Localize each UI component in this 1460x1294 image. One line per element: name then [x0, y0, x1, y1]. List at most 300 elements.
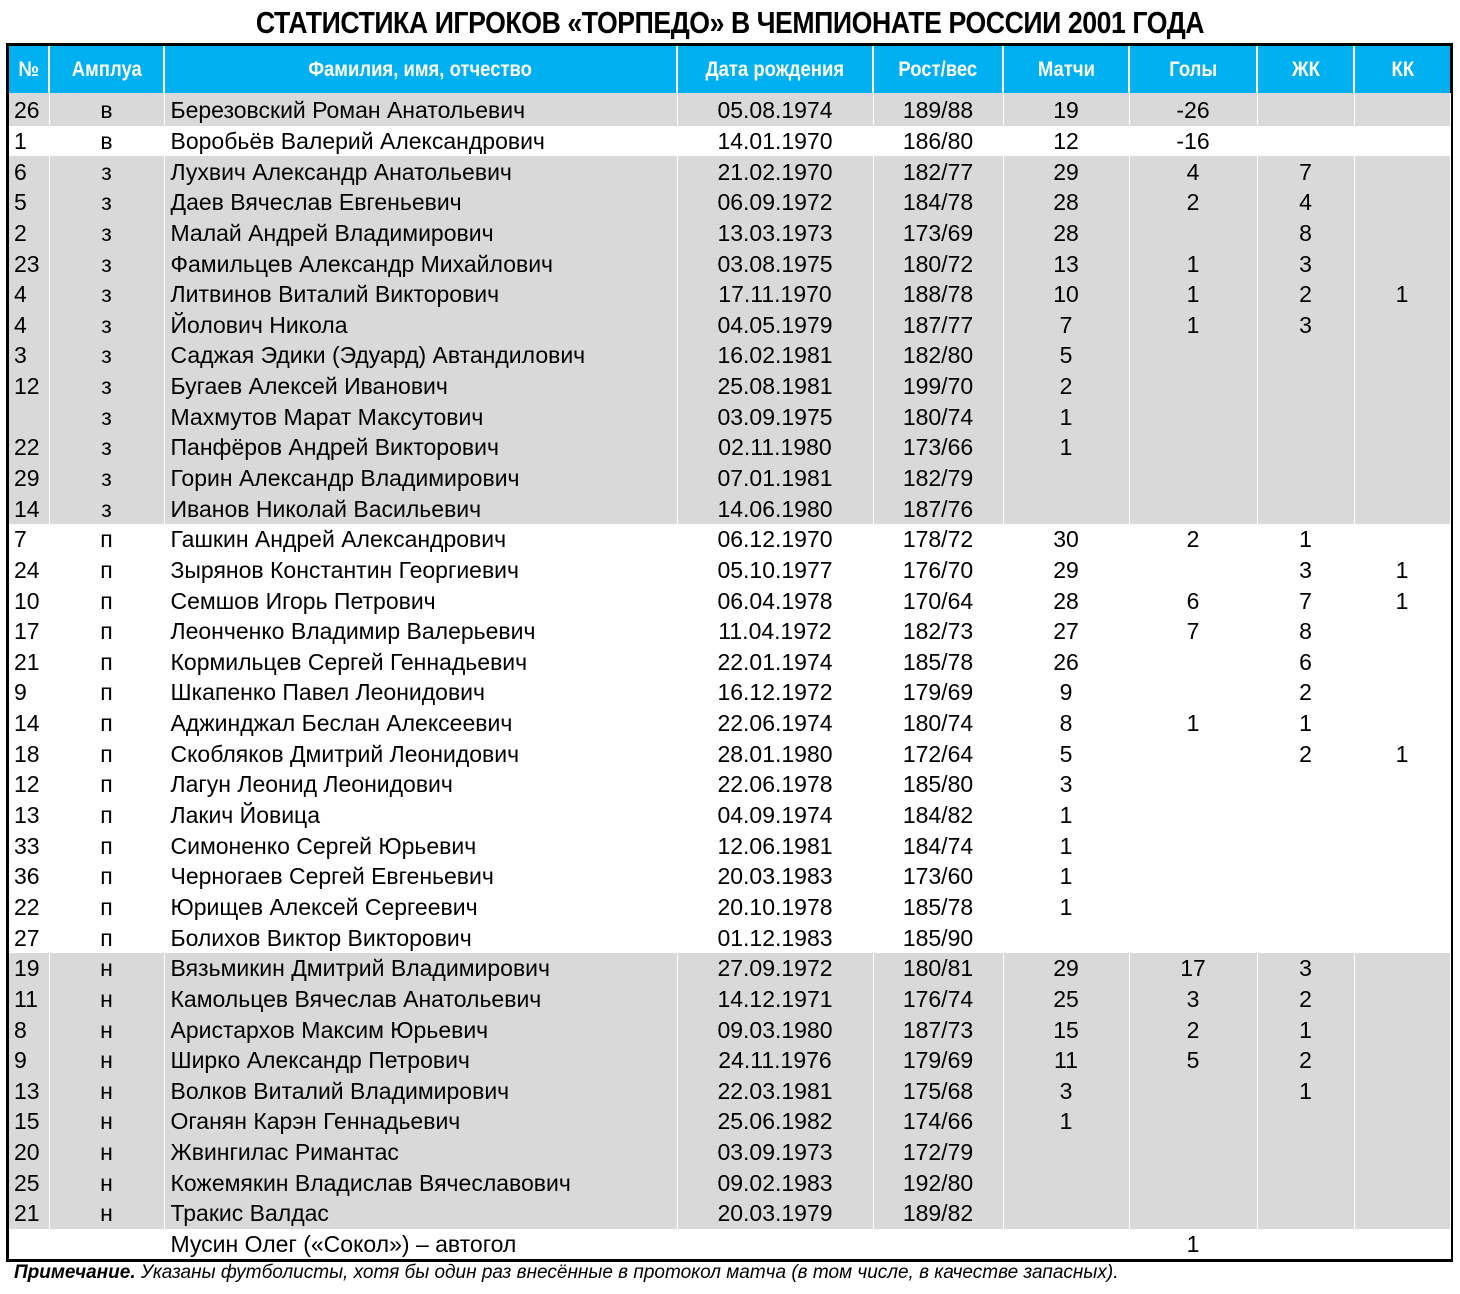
cell-number: 2: [9, 218, 49, 249]
cell-matches: 19: [1003, 93, 1129, 126]
cell-position: н: [49, 1076, 164, 1107]
cell-number: 7: [9, 524, 49, 555]
cell-height-weight: 182/73: [873, 616, 1003, 647]
cell-goals: 1: [1129, 248, 1257, 279]
cell-goals: [1129, 861, 1257, 892]
cell-matches: 30: [1003, 524, 1129, 555]
table-row: [9, 555, 1450, 586]
cell-height-weight: 185/90: [873, 922, 1003, 953]
cell-height-weight: 182/79: [873, 463, 1003, 494]
cell-position: п: [49, 708, 164, 739]
cell-height-weight: 187/73: [873, 1014, 1003, 1045]
cell-height-weight: 185/80: [873, 769, 1003, 800]
cell-birthdate: 11.04.1972: [677, 616, 873, 647]
cell-red-cards: [1354, 861, 1450, 892]
cell-red-cards: [1354, 677, 1450, 708]
cell-yellow-cards: [1257, 1106, 1354, 1137]
column-header-label: №: [18, 57, 39, 81]
table-row: [9, 616, 1450, 647]
cell-name: Волков Виталий Владимирович: [164, 1076, 677, 1107]
cell-yellow-cards: [1257, 493, 1354, 524]
cell-birthdate: 01.12.1983: [677, 922, 873, 953]
cell-position: з: [49, 218, 164, 249]
table-row: [9, 647, 1450, 678]
cell-name: Фамильцев Александр Михайлович: [164, 248, 677, 279]
cell-red-cards: 1: [1354, 279, 1450, 310]
cell-goals: [1129, 800, 1257, 831]
cell-matches: [1003, 1198, 1129, 1229]
cell-yellow-cards: 4: [1257, 187, 1354, 218]
cell-height-weight: 199/70: [873, 371, 1003, 402]
table-row: [9, 1137, 1450, 1168]
table-row: [9, 93, 1450, 126]
cell-yellow-cards: [1257, 800, 1354, 831]
cell-matches: 28: [1003, 187, 1129, 218]
cell-name: Малай Андрей Владимирович: [164, 218, 677, 249]
column-header-position: [49, 46, 164, 93]
cell-yellow-cards: 3: [1257, 555, 1354, 586]
cell-number: 20: [9, 1137, 49, 1168]
cell-number: 12: [9, 769, 49, 800]
cell-position: з: [49, 279, 164, 310]
page-title: СТАТИСТИКА ИГРОКОВ «ТОРПЕДО» В ЧЕМПИОНАТЕ РОССИИ 2001 ГОДА: [255, 5, 1205, 40]
cell-number: 14: [9, 493, 49, 524]
table-row: [9, 279, 1450, 310]
cell-name: Жвингилас Римантас: [164, 1137, 677, 1168]
cell-matches: 7: [1003, 309, 1129, 340]
cell-position: н: [49, 1198, 164, 1229]
cell-position: п: [49, 585, 164, 616]
cell-height-weight: 175/68: [873, 1076, 1003, 1107]
cell-matches: 1: [1003, 861, 1129, 892]
table-row: [9, 463, 1450, 494]
cell-number: 21: [9, 1198, 49, 1229]
cell-number: 27: [9, 922, 49, 953]
column-header-label: Матчи: [1037, 57, 1095, 81]
cell-birthdate: 06.12.1970: [677, 524, 873, 555]
player-stats-table: [9, 46, 1451, 1259]
cell-red-cards: [1354, 401, 1450, 432]
cell-goals: 2: [1129, 524, 1257, 555]
cell-goals: [1129, 1167, 1257, 1198]
cell-birthdate: 28.01.1980: [677, 738, 873, 769]
column-header-height-weight: [873, 46, 1003, 93]
cell-matches: 1: [1003, 800, 1129, 831]
cell-red-cards: [1354, 1198, 1450, 1229]
cell-height-weight: 186/80: [873, 126, 1003, 157]
cell-name: Лакич Йовица: [164, 800, 677, 831]
table-row: [9, 218, 1450, 249]
cell-yellow-cards: [1257, 861, 1354, 892]
cell-goals: [1129, 371, 1257, 402]
cell-matches: 12: [1003, 126, 1129, 157]
cell-height-weight: 189/88: [873, 93, 1003, 126]
cell-position: з: [49, 340, 164, 371]
cell-goals: 4: [1129, 156, 1257, 187]
cell-position: н: [49, 1106, 164, 1137]
column-header-label: ЖК: [1291, 57, 1320, 81]
cell-birthdate: 14.12.1971: [677, 984, 873, 1015]
cell-birthdate: 04.09.1974: [677, 800, 873, 831]
cell-matches: 9: [1003, 677, 1129, 708]
column-header-label: КК: [1391, 57, 1414, 81]
cell-matches: [1003, 463, 1129, 494]
cell-number: 10: [9, 585, 49, 616]
cell-birthdate: 17.11.1970: [677, 279, 873, 310]
table-row: [9, 371, 1450, 402]
cell-matches: 5: [1003, 340, 1129, 371]
table-row: [9, 708, 1450, 739]
cell-goals: 5: [1129, 1045, 1257, 1076]
cell-goals: 2: [1129, 1014, 1257, 1045]
table-row: [9, 126, 1450, 157]
cell-name: Зырянов Константин Георгиевич: [164, 555, 677, 586]
cell-number: 25: [9, 1167, 49, 1198]
cell-matches: 3: [1003, 1076, 1129, 1107]
cell-goals: [1129, 340, 1257, 371]
cell-matches: 1: [1003, 432, 1129, 463]
table-row: [9, 1014, 1450, 1045]
cell-red-cards: [1354, 248, 1450, 279]
cell-name: Вязьмикин Дмитрий Владимирович: [164, 953, 677, 984]
cell-goals: [1129, 892, 1257, 923]
cell-yellow-cards: 8: [1257, 616, 1354, 647]
cell-position: з: [49, 371, 164, 402]
table-row: [9, 1198, 1450, 1229]
cell-name: Тракис Валдас: [164, 1198, 677, 1229]
table-header-row: [9, 46, 1450, 93]
cell-number: 11: [9, 984, 49, 1015]
cell-red-cards: [1354, 187, 1450, 218]
column-header-label: Дата рождения: [705, 57, 845, 81]
cell-red-cards: [1354, 922, 1450, 953]
cell-number: 5: [9, 187, 49, 218]
cell-matches: [1003, 1229, 1129, 1260]
cell-position: н: [49, 984, 164, 1015]
cell-yellow-cards: 1: [1257, 524, 1354, 555]
cell-name: Березовский Роман Анатольевич: [164, 93, 677, 126]
cell-birthdate: 22.03.1981: [677, 1076, 873, 1107]
cell-position: з: [49, 248, 164, 279]
column-header-red-cards: [1354, 46, 1450, 93]
cell-height-weight: 176/70: [873, 555, 1003, 586]
cell-height-weight: 173/69: [873, 218, 1003, 249]
cell-position: н: [49, 1045, 164, 1076]
cell-yellow-cards: [1257, 830, 1354, 861]
cell-goals: 1: [1129, 1229, 1257, 1260]
cell-red-cards: [1354, 1076, 1450, 1107]
cell-number: 17: [9, 616, 49, 647]
cell-goals: [1129, 1076, 1257, 1107]
cell-matches: 10: [1003, 279, 1129, 310]
cell-goals: [1129, 218, 1257, 249]
cell-height-weight: 192/80: [873, 1167, 1003, 1198]
cell-birthdate: 03.09.1973: [677, 1137, 873, 1168]
cell-number: 22: [9, 432, 49, 463]
cell-matches: 1: [1003, 1106, 1129, 1137]
cell-goals: [1129, 463, 1257, 494]
cell-number: 36: [9, 861, 49, 892]
cell-name: Леонченко Владимир Валерьевич: [164, 616, 677, 647]
cell-goals: [1129, 401, 1257, 432]
cell-height-weight: 187/77: [873, 309, 1003, 340]
cell-birthdate: 25.06.1982: [677, 1106, 873, 1137]
table-body: [9, 93, 1450, 1259]
table-row: [9, 984, 1450, 1015]
cell-yellow-cards: 2: [1257, 1045, 1354, 1076]
cell-matches: 1: [1003, 892, 1129, 923]
cell-height-weight: 188/78: [873, 279, 1003, 310]
cell-position: з: [49, 432, 164, 463]
cell-number: 9: [9, 1045, 49, 1076]
cell-position: н: [49, 1167, 164, 1198]
cell-height-weight: 180/81: [873, 953, 1003, 984]
cell-red-cards: [1354, 1014, 1450, 1045]
cell-matches: 2: [1003, 371, 1129, 402]
cell-goals: [1129, 738, 1257, 769]
cell-name: Панфёров Андрей Викторович: [164, 432, 677, 463]
cell-yellow-cards: 1: [1257, 1014, 1354, 1045]
cell-red-cards: [1354, 830, 1450, 861]
table-row: [9, 953, 1450, 984]
table-row: [9, 156, 1450, 187]
cell-number: 4: [9, 279, 49, 310]
cell-position: з: [49, 156, 164, 187]
cell-height-weight: 187/76: [873, 493, 1003, 524]
cell-yellow-cards: 3: [1257, 953, 1354, 984]
cell-yellow-cards: [1257, 401, 1354, 432]
cell-height-weight: 185/78: [873, 892, 1003, 923]
footnote-text: Указаны футболисты, хотя бы один раз внесённые в протокол матча (в том числе, в качестве запасных).: [135, 1262, 1119, 1283]
cell-birthdate: 24.11.1976: [677, 1045, 873, 1076]
cell-name: Саджая Эдики (Эдуард) Автандилович: [164, 340, 677, 371]
cell-red-cards: 1: [1354, 585, 1450, 616]
cell-goals: 2: [1129, 187, 1257, 218]
cell-birthdate: 20.03.1979: [677, 1198, 873, 1229]
cell-red-cards: [1354, 1106, 1450, 1137]
table-row: [9, 922, 1450, 953]
cell-matches: 11: [1003, 1045, 1129, 1076]
cell-name: Даев Вячеслав Евгеньевич: [164, 187, 677, 218]
cell-red-cards: [1354, 524, 1450, 555]
cell-yellow-cards: 7: [1257, 156, 1354, 187]
cell-birthdate: 25.08.1981: [677, 371, 873, 402]
cell-red-cards: [1354, 309, 1450, 340]
cell-matches: 1: [1003, 830, 1129, 861]
cell-position: п: [49, 800, 164, 831]
cell-goals: [1129, 830, 1257, 861]
cell-name: Лухвич Александр Анатольевич: [164, 156, 677, 187]
cell-number: 19: [9, 953, 49, 984]
cell-birthdate: 20.10.1978: [677, 892, 873, 923]
stats-table-frame: [6, 43, 1453, 1262]
cell-number: 24: [9, 555, 49, 586]
cell-red-cards: [1354, 1167, 1450, 1198]
cell-red-cards: [1354, 1045, 1450, 1076]
cell-name: Аристархов Максим Юрьевич: [164, 1014, 677, 1045]
cell-number: 3: [9, 340, 49, 371]
cell-name: Лагун Леонид Леонидович: [164, 769, 677, 800]
cell-height-weight: 180/74: [873, 401, 1003, 432]
cell-birthdate: 27.09.1972: [677, 953, 873, 984]
cell-yellow-cards: 2: [1257, 677, 1354, 708]
table-row: [9, 524, 1450, 555]
cell-red-cards: [1354, 218, 1450, 249]
cell-name: Кожемякин Владислав Вячеславович: [164, 1167, 677, 1198]
cell-red-cards: [1354, 1229, 1450, 1260]
cell-position: в: [49, 93, 164, 126]
cell-height-weight: 189/82: [873, 1198, 1003, 1229]
cell-red-cards: [1354, 371, 1450, 402]
table-row: [9, 1045, 1450, 1076]
cell-height-weight: 180/74: [873, 708, 1003, 739]
table-row: [9, 493, 1450, 524]
footnote: [14, 1262, 1118, 1284]
cell-height-weight: 184/78: [873, 187, 1003, 218]
cell-yellow-cards: 7: [1257, 585, 1354, 616]
cell-name: Семшов Игорь Петрович: [164, 585, 677, 616]
cell-yellow-cards: 3: [1257, 309, 1354, 340]
cell-position: н: [49, 1014, 164, 1045]
cell-number: 13: [9, 800, 49, 831]
cell-position: п: [49, 769, 164, 800]
cell-red-cards: [1354, 156, 1450, 187]
column-header-label: Амплуа: [71, 57, 142, 81]
cell-position: п: [49, 892, 164, 923]
cell-matches: 26: [1003, 647, 1129, 678]
cell-number: 23: [9, 248, 49, 279]
cell-goals: 7: [1129, 616, 1257, 647]
cell-height-weight: 184/82: [873, 800, 1003, 831]
cell-goals: 1: [1129, 309, 1257, 340]
cell-yellow-cards: [1257, 463, 1354, 494]
cell-matches: 13: [1003, 248, 1129, 279]
cell-yellow-cards: 1: [1257, 708, 1354, 739]
cell-name: Болихов Виктор Викторович: [164, 922, 677, 953]
cell-matches: [1003, 1167, 1129, 1198]
cell-yellow-cards: [1257, 371, 1354, 402]
cell-name: Оганян Карэн Геннадьевич: [164, 1106, 677, 1137]
cell-goals: 1: [1129, 279, 1257, 310]
cell-yellow-cards: [1257, 922, 1354, 953]
cell-height-weight: 178/72: [873, 524, 1003, 555]
cell-yellow-cards: [1257, 769, 1354, 800]
cell-red-cards: 1: [1354, 738, 1450, 769]
cell-birthdate: 22.06.1978: [677, 769, 873, 800]
cell-birthdate: 07.01.1981: [677, 463, 873, 494]
cell-name: Симоненко Сергей Юрьевич: [164, 830, 677, 861]
cell-red-cards: [1354, 493, 1450, 524]
cell-goals: [1129, 769, 1257, 800]
cell-number: 26: [9, 93, 49, 126]
cell-position: н: [49, 1137, 164, 1168]
cell-red-cards: [1354, 647, 1450, 678]
cell-height-weight: 172/64: [873, 738, 1003, 769]
cell-goals: [1129, 1106, 1257, 1137]
cell-height-weight: 180/72: [873, 248, 1003, 279]
cell-birthdate: 09.02.1983: [677, 1167, 873, 1198]
table-row: [9, 432, 1450, 463]
cell-birthdate: 22.06.1974: [677, 708, 873, 739]
cell-matches: 3: [1003, 769, 1129, 800]
cell-goals: 3: [1129, 984, 1257, 1015]
cell-number: 18: [9, 738, 49, 769]
cell-yellow-cards: 1: [1257, 1076, 1354, 1107]
cell-name: Шкапенко Павел Леонидович: [164, 677, 677, 708]
cell-matches: 29: [1003, 156, 1129, 187]
cell-yellow-cards: 3: [1257, 248, 1354, 279]
table-row: [9, 401, 1450, 432]
column-header-goals: [1129, 46, 1257, 93]
cell-number: 29: [9, 463, 49, 494]
cell-position: [49, 1229, 164, 1260]
cell-matches: 8: [1003, 708, 1129, 739]
cell-yellow-cards: [1257, 93, 1354, 126]
cell-height-weight: 170/64: [873, 585, 1003, 616]
table-row: [9, 892, 1450, 923]
cell-height-weight: 174/66: [873, 1106, 1003, 1137]
cell-name: Бугаев Алексей Иванович: [164, 371, 677, 402]
cell-name: Юрищев Алексей Сергеевич: [164, 892, 677, 923]
cell-red-cards: 1: [1354, 555, 1450, 586]
cell-position: в: [49, 126, 164, 157]
cell-red-cards: [1354, 432, 1450, 463]
cell-position: з: [49, 187, 164, 218]
table-row: [9, 800, 1450, 831]
cell-yellow-cards: [1257, 432, 1354, 463]
cell-name: Махмутов Марат Максутович: [164, 401, 677, 432]
cell-birthdate: 04.05.1979: [677, 309, 873, 340]
cell-matches: 28: [1003, 218, 1129, 249]
cell-matches: [1003, 1137, 1129, 1168]
cell-matches: [1003, 493, 1129, 524]
table-row: [9, 340, 1450, 371]
cell-goals: [1129, 647, 1257, 678]
table-row: [9, 769, 1450, 800]
cell-number: 33: [9, 830, 49, 861]
cell-birthdate: 14.01.1970: [677, 126, 873, 157]
cell-birthdate: 09.03.1980: [677, 1014, 873, 1045]
column-header-label: Фамилия, имя, отчество: [308, 57, 533, 81]
cell-birthdate: 20.03.1983: [677, 861, 873, 892]
cell-name: Мусин Олег («Сокол») – автогол: [164, 1229, 677, 1260]
cell-position: п: [49, 555, 164, 586]
cell-matches: 27: [1003, 616, 1129, 647]
cell-goals: [1129, 1137, 1257, 1168]
cell-birthdate: 06.04.1978: [677, 585, 873, 616]
cell-red-cards: [1354, 1137, 1450, 1168]
cell-matches: 28: [1003, 585, 1129, 616]
cell-yellow-cards: [1257, 892, 1354, 923]
column-header-label: Голы: [1169, 57, 1217, 81]
cell-yellow-cards: [1257, 340, 1354, 371]
cell-birthdate: 13.03.1973: [677, 218, 873, 249]
cell-position: п: [49, 616, 164, 647]
cell-yellow-cards: [1257, 1198, 1354, 1229]
cell-birthdate: [677, 1229, 873, 1260]
cell-goals: [1129, 555, 1257, 586]
cell-red-cards: [1354, 93, 1450, 126]
cell-matches: 15: [1003, 1014, 1129, 1045]
cell-name: Черногаев Сергей Евгеньевич: [164, 861, 677, 892]
cell-name: Аджинджал Беслан Алексеевич: [164, 708, 677, 739]
cell-yellow-cards: [1257, 126, 1354, 157]
cell-position: з: [49, 401, 164, 432]
cell-name: Воробьёв Валерий Александрович: [164, 126, 677, 157]
cell-name: Иванов Николай Васильевич: [164, 493, 677, 524]
cell-height-weight: 182/80: [873, 340, 1003, 371]
table-row: [9, 1076, 1450, 1107]
